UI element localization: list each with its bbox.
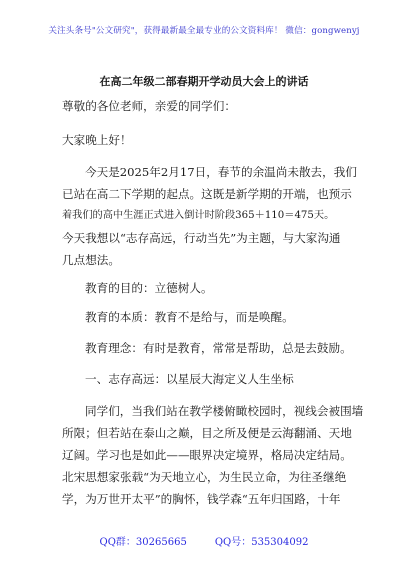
paragraph-line: 同学们，当我们站在教学楼俯瞰校园时，视线会被围墙 [85,404,364,418]
education-essence-line: 教育的本质：教育不是给与，而是唤醒。 [85,310,294,324]
footer-contact [0,533,408,548]
education-philosophy-line: 教育理念：有时是教育，常常是帮助，总是去鼓励。 [85,341,352,355]
section-heading: 一、志存高远：以星辰大海定义人生坐标 [85,372,294,386]
footer-qq-group: QQ群：30265665 [99,537,187,548]
paragraph-line: 今天是2025年2月17日，春节的余温尚未散去，我们 [85,165,357,179]
paragraph-line: 今天我想以“志存高远，行动当先”为主题，与大家沟通 [62,231,341,245]
paragraph-line: 已站在高二下学期的起点。这既是新学期的开端，也预示 [62,187,352,201]
paragraph-line: 几点想法。 [62,253,120,267]
paragraph-line: 辽阔。学习也是如此——眼界决定境界，格局决定结局。 [62,448,352,462]
salutation-line: 尊敬的各位老师，亲爱的同学们： [62,99,236,113]
paragraph-line: 学，为万世开太平”的胸怀，钱学森“五年归国路，十年 [62,492,341,506]
header-promo-note: 关注头条号"公文研究"，获得最新最全最专业的公文资料库！ 微信：gongwenyj [48,26,360,36]
paragraph-line: 北宋思想家张载“为天地立心，为生民立命，为往圣继绝 [62,470,347,484]
document-title: 在高二年级二部春期开学动员大会上的讲话 [99,75,309,88]
footer-qq-number: QQ号：535304092 [214,537,309,548]
education-purpose-line: 教育的目的：立德树人。 [85,281,213,295]
greeting-line: 大家晚上好！ [62,133,132,147]
paragraph-line: 着我们的高中生涯正式进入倒计时阶段365＋110＝475天。 [62,210,335,221]
paragraph-line: 所限；但若站在泰山之巅，目之所及便是云海翻涌、天地 [62,426,352,440]
